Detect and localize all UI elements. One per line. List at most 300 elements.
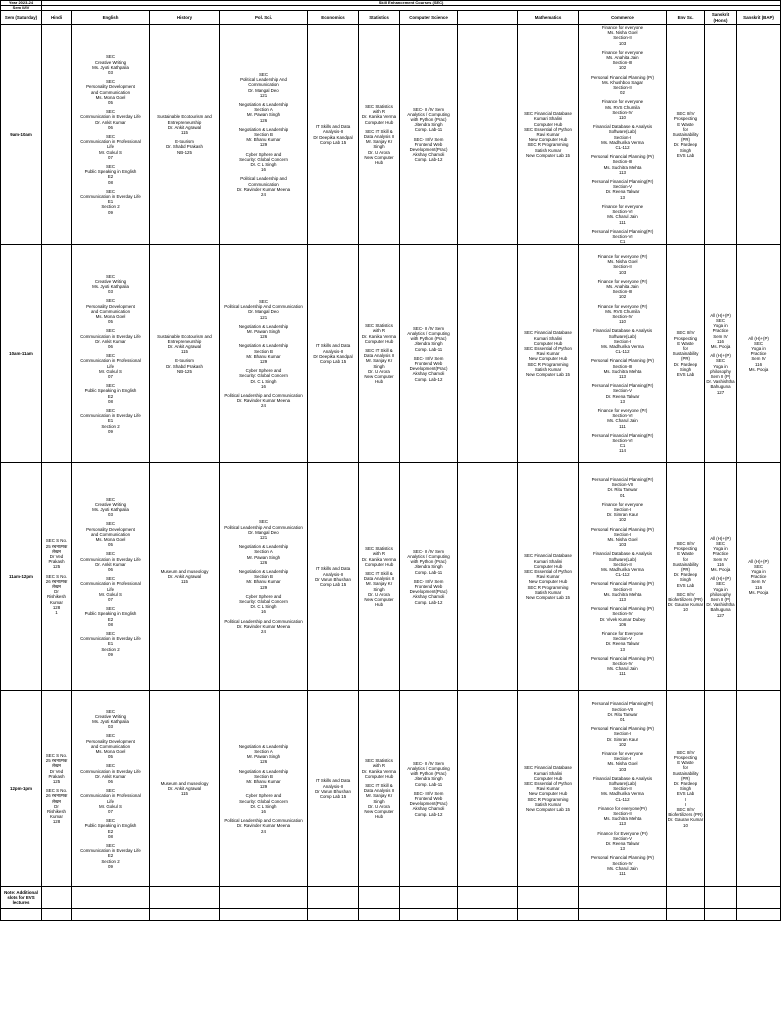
course-line: with R: [372, 328, 386, 334]
course-line: SEC Financial Database: [524, 111, 572, 117]
course-line: for: [682, 126, 689, 132]
course-line: (PR): [680, 567, 691, 572]
course-line: Section A: [254, 107, 273, 113]
course-line: Ms. Jyoti Kathpalia: [92, 506, 129, 512]
note-blank: [308, 887, 359, 909]
course-line: SEC Essential of Python: [524, 126, 572, 132]
course-line: Section-I: [613, 134, 632, 140]
course-line: Software(Lab): [608, 129, 637, 135]
course-line: Personality Development: [86, 84, 135, 90]
course-line: 08: [108, 833, 113, 839]
course-line: Public Speaking in English: [84, 823, 137, 829]
course-line: Hub: [374, 160, 384, 166]
course-line: Ms. Pooja: [710, 344, 731, 349]
course-line: 110: [619, 319, 626, 325]
course-line: 06: [108, 779, 113, 784]
course-cell: [220, 463, 308, 691]
course-line: I: [684, 801, 687, 807]
course-line: Ms. Suchitra Mehta: [603, 816, 642, 822]
course-line: Section 2: [101, 646, 120, 652]
course-line: 126: [259, 117, 268, 123]
empty-cell: [705, 909, 737, 921]
column-header: Statistics: [359, 11, 400, 25]
course-line: Section-VII: [611, 482, 634, 488]
course-line: Dr. Mangal Deo: [248, 309, 279, 315]
course-cell: [705, 463, 737, 691]
course-line: Section B: [254, 773, 273, 779]
course-line: SEC: [105, 79, 116, 85]
course-line: Computer Hub: [533, 775, 563, 781]
course-line: E2: [107, 616, 114, 622]
course-line: 129: [259, 142, 268, 148]
course-line: 129: [259, 359, 268, 365]
course-line: Political Leadership And Communication: [224, 304, 303, 310]
course-line: 102: [618, 65, 627, 71]
course-line: SEC: [105, 109, 116, 115]
course-line: 116: [717, 561, 724, 567]
course-line: Comp Lab 15: [319, 582, 347, 588]
course-line: Dr. Ankit Agrawal: [167, 344, 202, 349]
course-line: Dr. Vivek Kumar Dubey: [599, 616, 646, 622]
course-line: Section A: [254, 748, 273, 754]
column-header: Env Sc.: [667, 11, 705, 25]
course-line: Dr. Vashishtha: [706, 602, 735, 608]
course-line: Ms. Nisha Goel: [607, 259, 638, 265]
course-line: Security: Global Concern: [239, 798, 288, 804]
course-line: SEC IT Skill &: [365, 571, 393, 576]
course-cell: [400, 463, 458, 691]
course-line: Data Analysis II: [363, 576, 395, 582]
empty-cell: [400, 909, 458, 921]
course-line: Communication in Everday Life: [80, 333, 141, 339]
course-line: 24: [261, 629, 266, 635]
course-line: Sem II (P): [710, 374, 731, 380]
course-line: Dr. Ankit Kumar: [95, 773, 126, 779]
course-line: 06: [108, 124, 113, 130]
course-line: 03: [108, 724, 113, 730]
course-line: 125: [52, 779, 61, 784]
course-line: for: [682, 556, 689, 562]
course-line: Personal Financial Planning (Pr): [591, 855, 654, 861]
course-line: SEC: [105, 788, 116, 794]
course-line: EVS Lab: [676, 152, 695, 158]
course-line: Dr. Ankit Agrawal: [167, 786, 202, 792]
course-line: Ms. Jyoti Kathpalia: [92, 718, 129, 724]
course-line: SEC Statistics: [365, 323, 393, 329]
course-line: 09: [108, 209, 113, 215]
course-line: I: [684, 796, 687, 802]
course-line: Section-II: [613, 786, 632, 792]
course-line: SEC- III/V Sem: [413, 355, 444, 361]
banner: Skill Enhancement Courses (SEC): [42, 1, 781, 6]
course-line: 16: [261, 609, 266, 615]
course-line: Ms. Charul Jain: [607, 666, 638, 672]
course-line: Dr. Ankit Agrawal: [167, 574, 202, 580]
course-line: 103: [618, 40, 627, 46]
course-line: Communication in Professional: [80, 581, 141, 587]
empty-row: [1, 909, 781, 921]
course-line: E-tourism: [175, 358, 194, 364]
course-line: Development(Prac): [409, 801, 448, 807]
course-line: Section 2: [101, 423, 120, 429]
course-cell: [220, 25, 308, 245]
course-line: Mr. Bhanu Kumar: [246, 779, 281, 784]
course-line: Ravi Kumar: [536, 351, 560, 357]
course-line: Yoga in: [713, 323, 728, 329]
course-cell: [400, 25, 458, 245]
course-line: Section-IV: [612, 611, 633, 617]
course-line: Dr. C L Singh: [250, 803, 277, 809]
course-line: Ms. Charul Jain: [607, 214, 638, 220]
timetable-body: [1, 25, 781, 887]
course-line: लेखन: [51, 548, 61, 554]
course-line: Section-IV: [612, 860, 633, 866]
course-line: Creative Writing: [94, 501, 127, 507]
column-header: Sanskrit (BAP): [737, 11, 781, 25]
course-line: Ms. RVS Chumila: [605, 308, 640, 314]
course-line: SEC: [105, 54, 116, 60]
course-line: SEC S No.: [45, 752, 68, 758]
course-line: Communication in Everday Life: [80, 848, 141, 854]
course-line: SEC- II /IV Sem: [413, 106, 444, 112]
course-line: Dr. Ritu Tanwar: [607, 711, 638, 717]
course-cell: [308, 691, 359, 887]
course-line: Frontend Web: [414, 361, 443, 367]
course-cell: [150, 245, 220, 463]
note-blank: [667, 887, 705, 909]
course-line: लेखन: [51, 798, 61, 804]
course-line: E Waste: [677, 121, 694, 127]
course-line: Kumari Shalini: [533, 558, 563, 564]
course-line: Section-I: [613, 756, 632, 762]
course-line: SEC Essential of Python: [524, 346, 572, 351]
course-line: Bahuguna: [710, 384, 731, 390]
course-line: 10: [683, 822, 688, 828]
course-cell: [518, 245, 579, 463]
course-line: Ravi Kumar: [536, 574, 560, 580]
course-line: with Python (Prac): [410, 336, 447, 342]
course-cell: [220, 691, 308, 887]
course-line: E2: [107, 174, 114, 180]
course-line: 126: [259, 334, 268, 340]
course-line: Jitendra Singh: [414, 776, 443, 782]
course-line: Finance for everyone: [601, 750, 644, 756]
course-line: for: [682, 346, 689, 351]
course-line: 13: [620, 194, 625, 200]
course-line: 111: [619, 871, 626, 877]
course-line: Singh: [679, 786, 692, 792]
course-line: Finance for everyone (Pr): [597, 278, 648, 284]
course-line: 113: [619, 169, 626, 175]
course-line: Dr. Kanika Verma: [361, 333, 397, 339]
course-line: लेखन: [51, 584, 61, 590]
course-line: Prakash: [48, 559, 65, 565]
course-cell: [667, 25, 705, 245]
course-line: Akshay Chamoli: [412, 806, 445, 812]
course-line: SEC Financial Database: [524, 330, 572, 336]
course-line: SEC II/IV: [676, 540, 695, 546]
course-line: Comp Lab 15: [319, 359, 347, 365]
course-line: Section-I: [613, 731, 632, 737]
course-cell: [42, 25, 72, 245]
empty-cell: [150, 909, 220, 921]
course-line: Singh: [373, 798, 385, 804]
course-line: SEC: [715, 358, 726, 364]
course-line: Financial Database & Analysis: [592, 124, 653, 130]
note-blank: [220, 887, 308, 909]
course-line: Comp. Lab-12: [414, 811, 443, 817]
course-cell: [359, 25, 400, 245]
course-line: SEC IT Skill &: [365, 348, 393, 353]
course-line: SEC: [105, 353, 116, 359]
course-line: New Computer Hub: [528, 579, 568, 585]
empty-cell: [737, 909, 781, 921]
note-blank: [458, 887, 518, 909]
course-line: 102: [618, 517, 627, 523]
course-cell: [458, 25, 518, 245]
course-line: 16: [261, 809, 266, 815]
course-cell: [458, 691, 518, 887]
course-line: All (H)+(P): [710, 353, 731, 359]
sem-label: Sem II/IV: [1, 6, 42, 11]
course-line: Singh: [679, 577, 692, 583]
course-line: for: [682, 765, 689, 771]
course-line: Dr. Shabd Prakash: [166, 144, 203, 150]
course-line: SEC: [105, 496, 116, 502]
course-cell: [72, 245, 150, 463]
course-line: 115: [181, 130, 188, 136]
course-line: Communication in Everday Life: [80, 636, 141, 642]
course-line: New Computer Lab 15: [526, 807, 570, 813]
course-line: Finance for everyone (Pr): [597, 408, 648, 414]
course-cell: [667, 245, 705, 463]
time-slot-label: 11am-12pm: [1, 463, 42, 691]
time-slot-row: [1, 25, 781, 245]
course-line: 05: [108, 754, 113, 760]
course-line: NB-125: [177, 368, 192, 374]
course-line: Comp Lab 15: [319, 139, 347, 145]
course-line: Ms. Charul Jain: [607, 418, 638, 424]
course-line: New Computer: [364, 154, 394, 160]
course-line: SEC: [105, 408, 116, 414]
course-line: 09: [108, 651, 113, 657]
course-line: 07: [108, 597, 113, 603]
course-line: CL-112: [615, 572, 630, 578]
empty-cell: [72, 909, 150, 921]
course-line: Sem IV: [713, 333, 728, 339]
course-line: Personal Financial Planning(Pr): [591, 179, 654, 185]
course-line: Finance for Everyone (Pr): [597, 830, 648, 836]
course-line: Section-II: [613, 811, 632, 817]
course-line: Dr Deepika Kandpal: [313, 353, 353, 359]
course-cell: [359, 245, 400, 463]
course-line: New Computer Lab 15: [526, 152, 570, 158]
course-cell: [458, 245, 518, 463]
course-line: Yoga in: [751, 346, 766, 351]
course-line: SEC- III/V Sem: [413, 578, 444, 584]
course-line: Life: [106, 144, 115, 150]
course-line: NB-125: [177, 149, 192, 155]
course-line: Mr. Bhanu Kumar: [246, 353, 281, 359]
course-cell: [308, 463, 359, 691]
course-line: Financial Database & Analysis: [592, 551, 653, 557]
course-line: 08: [108, 179, 113, 185]
course-line: Computer Hub: [533, 121, 563, 127]
course-line: Section-IV: [612, 661, 633, 667]
course-line: with R: [372, 763, 386, 769]
course-line: Analytics / Computing: [407, 331, 450, 336]
course-line: Kumar: [50, 599, 63, 605]
course-line: Finance for everyone: [601, 501, 644, 507]
course-line: Section 2: [101, 858, 120, 864]
column-header: [458, 11, 518, 25]
course-line: Dr. Simran Kaur: [606, 736, 639, 742]
course-line: with Python (Prac): [410, 117, 447, 123]
empty-cell: [220, 909, 308, 921]
course-line: Dr. Kanika Verma: [361, 768, 397, 774]
course-line: philosophy: [710, 591, 731, 597]
course-line: Political Leadership and Communication: [224, 818, 303, 824]
course-line: Ms. Mona Goel: [95, 536, 126, 542]
course-line: Comp. Lab-12: [414, 599, 443, 605]
course-line: 115: [181, 791, 188, 797]
course-line: Sem IV: [713, 556, 728, 562]
course-line: Museum and museology: [160, 781, 209, 786]
course-line: Section A: [254, 549, 273, 555]
course-cell: [72, 691, 150, 887]
note-blank: [42, 887, 72, 909]
course-line: Hub: [374, 379, 384, 385]
course-line: 05: [108, 542, 113, 548]
course-line: SEC: [258, 298, 269, 304]
course-line: Dr. U Arora: [368, 803, 390, 809]
course-line: Dr. Gaurav Kumar: [667, 602, 704, 608]
course-line: and Communication: [90, 89, 131, 95]
course-line: Dr Varun Bhushan: [315, 788, 351, 794]
course-line: 114: [619, 448, 626, 454]
course-line: Section-II: [613, 264, 632, 270]
course-line: Dr Varun Bhushan: [315, 576, 351, 582]
course-line: Finance for everyone: [601, 99, 644, 105]
course-line: Security: Global Concern: [239, 156, 288, 162]
course-line: 102: [618, 741, 627, 747]
course-line: Communication in Everday Life: [80, 114, 141, 120]
note-row: [1, 887, 781, 909]
course-line: Section-VI: [612, 233, 633, 239]
course-cell: [42, 463, 72, 691]
course-line: Section-VI: [612, 413, 633, 419]
course-line: SEC Statistics: [365, 104, 393, 110]
course-line: Personal Financial Planning (Pr): [591, 606, 654, 612]
course-line: Dr. Ankit Kumar: [95, 561, 126, 567]
course-line: 07: [108, 154, 113, 160]
course-line: SEC: [105, 763, 116, 769]
course-line: Dr. Ravinder Kumar Meena: [236, 823, 291, 829]
course-line: SEC: [105, 328, 116, 334]
course-line: Section-III: [612, 363, 633, 369]
column-header: Pol. Sci.: [220, 11, 308, 25]
course-line: Mr. Pawan Singh: [246, 554, 281, 560]
course-line: 103: [618, 542, 627, 548]
course-line: Frontend Web: [414, 584, 443, 590]
course-line: Finance for everyone(Pr): [598, 805, 647, 811]
course-line: Political Leadership And: [240, 77, 287, 83]
course-line: 03: [108, 70, 113, 76]
course-line: SEC: [105, 551, 116, 557]
course-line: Communication: [248, 181, 279, 187]
course-line: Analytics / Computing: [407, 766, 450, 771]
course-line: 116: [717, 338, 724, 344]
course-line: Museum and museology: [160, 569, 209, 574]
course-line: All (H)+(P): [710, 576, 731, 582]
course-line: 08: [108, 398, 113, 404]
course-cell: [359, 691, 400, 887]
course-line: Dr. Reena Talwar: [605, 189, 640, 195]
course-line: 127: [716, 612, 725, 618]
column-header: Sem (Saturday): [1, 11, 42, 25]
course-line: 07: [108, 374, 113, 380]
course-line: Section-I: [613, 531, 632, 537]
course-line: Ms. Pooja: [748, 366, 769, 372]
course-line: 24: [261, 828, 266, 834]
course-line: Practice: [712, 328, 729, 334]
course-line: 08: [108, 621, 113, 627]
course-line: Analysis-II: [322, 571, 344, 577]
course-line: Negotiation & Leadership: [238, 323, 289, 329]
course-line: 126: [259, 559, 268, 565]
course-line: 07: [108, 809, 113, 815]
course-line: SEC Essential of Python: [524, 569, 572, 574]
course-line: Cyber Sphere and: [245, 593, 282, 599]
course-line: Negotiation & Leadership: [238, 743, 289, 749]
course-cell: [458, 463, 518, 691]
course-line: E2: [107, 393, 114, 399]
course-line: Communication: [248, 82, 279, 88]
course-line: Section-VI: [612, 209, 633, 215]
course-cell: [579, 245, 667, 463]
course-line: Hub: [374, 814, 384, 820]
course-line: Software(Lab): [608, 781, 637, 786]
course-line: E2: [107, 828, 114, 834]
course-line: Security: Global Concern: [239, 599, 288, 605]
course-line: Life: [106, 586, 115, 592]
course-line: Singh: [373, 586, 385, 592]
course-line: SEC S No.: [45, 573, 68, 579]
course-cell: [72, 25, 150, 245]
course-line: Dr. Kanika Verma: [361, 556, 397, 562]
course-line: Mr. Bhanu Kumar: [246, 137, 281, 143]
course-line: Personal Financial Planning(Pr): [591, 228, 654, 234]
course-line: Finance for everyone (Pr): [597, 253, 648, 259]
course-cell: [150, 463, 220, 691]
column-header: History: [150, 11, 220, 25]
course-line: CL-112: [615, 349, 630, 355]
course-line: Dr. U Arora: [368, 368, 390, 374]
course-line: SEC Statistics: [365, 758, 393, 764]
empty-cell: [359, 909, 400, 921]
course-line: Section-III: [612, 289, 633, 295]
course-line: 26 रचनात्मक: [45, 578, 68, 584]
course-cell: [737, 691, 781, 887]
course-line: Dr. Reena Talwar: [605, 641, 640, 647]
course-cell: [42, 691, 72, 887]
column-header-row: [1, 11, 781, 25]
course-line: 25 रचनात्मक: [45, 758, 68, 764]
course-line: Life: [106, 363, 115, 369]
course-line: SEC R Programming: [527, 796, 569, 802]
course-line: 106: [618, 621, 627, 627]
course-line: 110: [619, 115, 626, 121]
